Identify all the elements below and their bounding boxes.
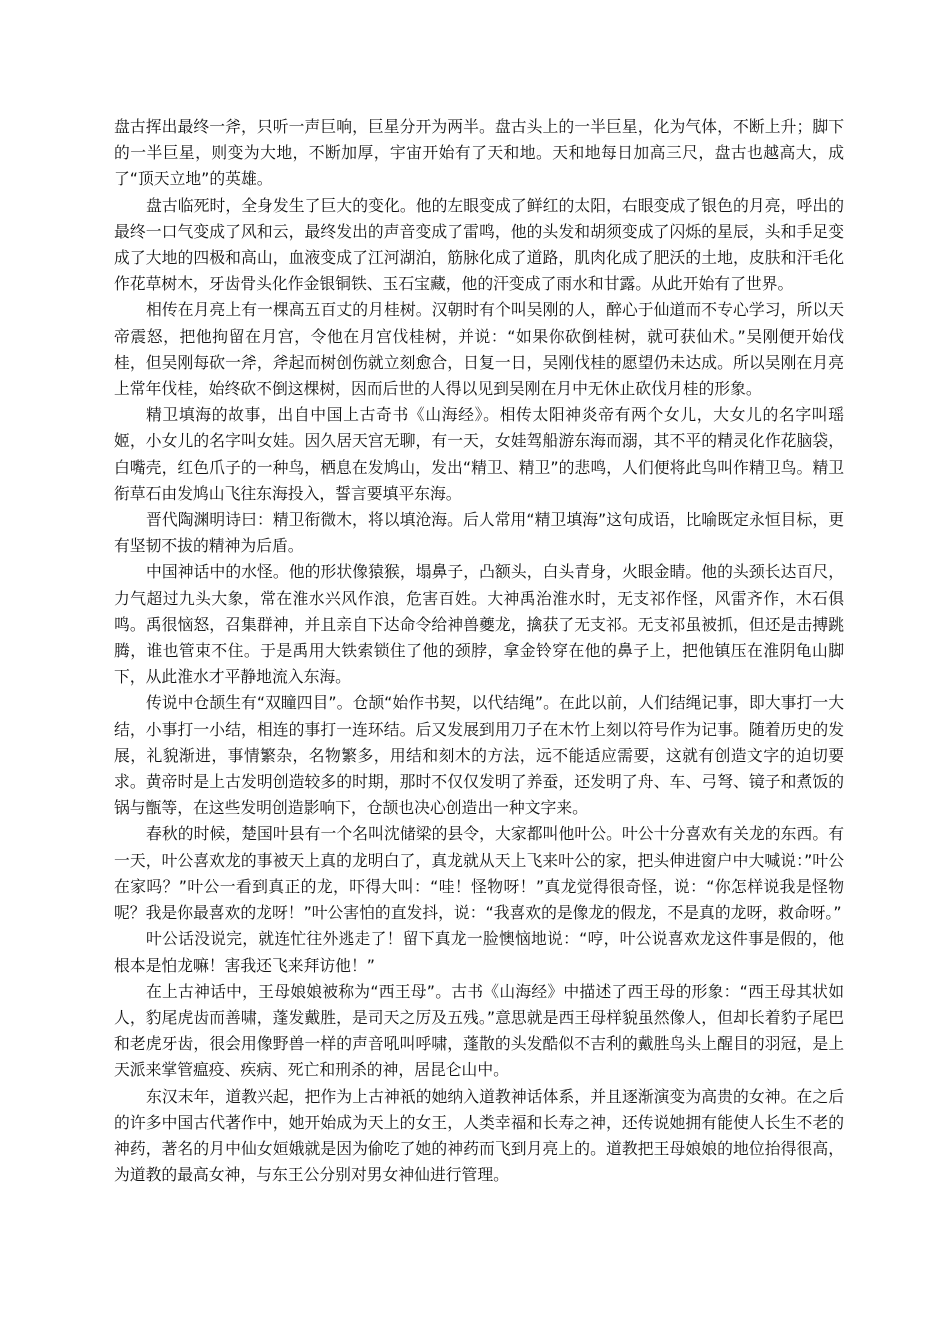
paragraph-ye-gong: 春秋的时候，楚国叶县有一个名叫沈储梁的县令，大家都叫他叶公。叶公十分喜欢有关龙的东西。有一天，叶公喜欢龙的事被天上真的龙明白了，真龙就从天上飞来叶公的家，把头伸进窗户中大喊说：”叶公在家吗？”叶公一看到真正的龙，吓得大叫：“哇！怪物呀！”真龙觉得很奇怪，说：“你怎样说我是怪物呢？我是你最喜欢的龙呀！”叶公害怕的直发抖，说：“我喜欢的是像龙的假龙，不是真的龙呀，救命呀。”	[114, 824, 844, 923]
paragraph-wu-gang: 相传在月亮上有一棵高五百丈的月桂树。汉朝时有个叫吴刚的人，醉心于仙道而不专心学习，所以天帝震怒，把他拘留在月宫，令他在月宫伐桂树，并说：“如果你砍倒桂树，就可获仙术。”吴刚便开始伐桂，但吴刚每砍一斧，斧起而树创伤就立刻愈合，日复一日，吴刚伐桂的愿望仍未达成。所以吴刚在月亮上常年伐桂，始终砍不倒这棵树，因而后世的人得以见到吴刚在月中无休止砍伐月桂的形象。	[114, 300, 844, 399]
document-body	[114, 114, 844, 1188]
paragraph-jingwei: 精卫填海的故事，出自中国上古奇书《山海经》。相传太阳神炎帝有两个女儿，大女儿的名字叫瑶姬，小女儿的名字叫女娃。因久居天宫无聊，有一天，女娃驾船游东海而溺，其不平的精灵化作花脑袋，白嘴壳，红色爪子的一种鸟，栖息在发鸠山，发出“精卫、精卫”的悲鸣，人们便将此鸟叫作精卫鸟。精卫衔草石由发鸠山飞往东海投入，誓言要填平东海。	[114, 405, 844, 503]
paragraph-taoism: 东汉末年，道教兴起，把作为上古神祇的她纳入道教神话体系，并且逐渐演变为高贵的女神。在之后的许多中国古代著作中，她开始成为天上的女王，人类幸福和长寿之神，还传说她拥有能使人长生不老的神药，著名的月中仙女姮娥就是因为偷吃了她的神药而飞到月亮上的。道教把王母娘娘的地位抬得很高，为道教的最高女神，与东王公分别对男女神仙进行管理。	[114, 1086, 844, 1185]
paragraph-water-monster: 中国神话中的水怪。他的形状像猿猴，塌鼻子，凸额头，白头青身，火眼金睛。他的头颈长达百尺，力气超过九头大象，常在淮水兴风作浪，危害百姓。大神禹治淮水时，无支祁作怪，风雷齐作，木石俱鸣。禹很恼怒，召集群神，并且亲自下达命令给神兽夔龙，擒获了无支祁。无支祁虽被抓，但还是击搏跳腾，谁也管束不住。于是禹用大铁索锁住了他的颈脖，拿金铃穿在他的鼻子上，把他镇压在淮阴龟山脚下，从此淮水才平静地流入东海。	[114, 562, 844, 687]
paragraph-ye-gong-flees: 叶公话没说完，就连忙往外逃走了！留下真龙一脸懊恼地说：“哼，叶公说喜欢龙这件事是假的，他根本是怕龙嘛！害我还飞来拜访他！”	[114, 929, 844, 975]
paragraph-xiwangmu: 在上古神话中，王母娘娘被称为“西王母”。古书《山海经》中描述了西王母的形象：“西王母其状如人，豹尾虎齿而善啸，蓬发戴胜，是司天之厉及五残。”意思就是西王母样貌虽然像人，但却长着豹子尾巴和老虎牙齿，很会用像野兽一样的声音吼叫呼啸，蓬散的头发酷似不吉利的戴胜鸟头上醒目的羽冠，是上天派来掌管瘟疫、疾病、死亡和刑杀的神，居昆仑山中。	[114, 981, 844, 1080]
paragraph-tao-yuanming: 晋代陶渊明诗曰：精卫衔微木，将以填沧海。后人常用“精卫填海”这句成语，比喻既定永恒目标，更有坚韧不拔的精神为后盾。	[114, 510, 844, 556]
paragraph-pangu-axe: 盘古挥出最终一斧，只听一声巨响，巨星分开为两半。盘古头上的一半巨星，化为气体，不断上升；脚下的一半巨星，则变为大地，不断加厚，宇宙开始有了天和地。天和地每日加高三尺，盘古也越高大，成了“顶天立地”的英雄。	[114, 117, 844, 189]
paragraph-cangjie: 传说中仓颉生有“双瞳四目”。仓颉“始作书契，以代结绳”。在此以前，人们结绳记事，即大事打一大结，小事打一小结，相连的事打一连环结。后又发展到用刀子在木竹上刻以符号作为记事。随着历史的发展，礼貌渐进，事情繁杂，名物繁多，用结和刻木的方法，远不能适应需要，这就有创造文字的迫切要求。黄帝时是上古发明创造较多的时期，那时不仅仅发明了养蚕，还发明了舟、车、弓弩、镜子和煮饭的锅与甑等，在这些发明创造影响下，仓颉也决心创造出一种文字来。	[114, 693, 844, 818]
paragraph-pangu-death: 盘古临死时，全身发生了巨大的变化。他的左眼变成了鲜红的太阳，右眼变成了银色的月亮，呼出的最终一口气变成了风和云，最终发出的声音变成了雷鸣，他的头发和胡须变成了闪烁的星辰，头和手足变成了大地的四极和高山，血液变成了江河湖泊，筋脉化成了道路，肌肉化成了肥沃的土地，皮肤和汗毛化作花草树木，牙齿骨头化作金银铜铁、玉石宝藏，他的汗变成了雨水和甘露。从此开始有了世界。	[114, 195, 844, 294]
